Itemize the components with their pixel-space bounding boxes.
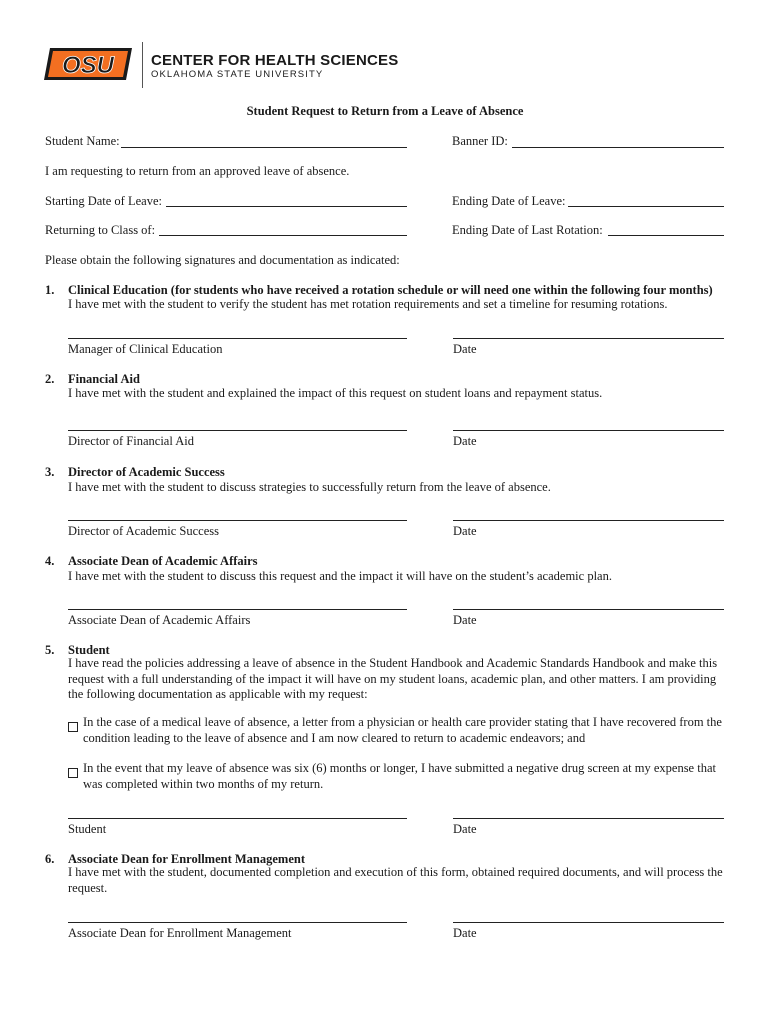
section-number: 5. [45, 643, 55, 657]
signature-line[interactable] [68, 818, 407, 819]
signature-line[interactable] [68, 338, 407, 339]
section-number: 1. [45, 283, 55, 297]
university-name: OKLAHOMA STATE UNIVERSITY [151, 69, 324, 80]
checkbox-item [68, 715, 728, 745]
date-line[interactable] [453, 338, 724, 339]
section-text: I have met with the student to verify the student has met rotation requirements and set a timeline for resuming rotations. [68, 297, 668, 311]
section-heading: Student [68, 643, 110, 657]
section-heading: Director of Academic Success [68, 465, 225, 479]
section-text: I have read the policies addressing a leave of absence in the Student Handbook and Academic Standards Handbook and make this request with a full understanding of the impact it will have on my student loans, academic plan, and other matters. I am providing the following documentation as applicable with my request: [68, 656, 718, 702]
date-label: Date [453, 822, 477, 836]
returning-class-label: Returning to Class of: [45, 223, 156, 237]
osu-logo [44, 44, 132, 84]
checkbox-item [68, 761, 728, 791]
section-text: I have met with the student and explained the impact of this request on student loans and repayment status. [68, 386, 603, 400]
signer-label: Associate Dean for Enrollment Management [68, 926, 292, 940]
section-number: 2. [45, 372, 55, 386]
header-divider [142, 42, 143, 88]
student-name-field[interactable] [121, 147, 407, 148]
form-title: Student Request to Return from a Leave of Absence [246, 104, 524, 118]
section-text: I have met with the student to discuss this request and the impact it will have on the student’s academic plan. [68, 569, 612, 583]
ending-rotation-label: Ending Date of Last Rotation: [452, 223, 603, 237]
ending-rotation-field[interactable] [608, 235, 724, 236]
date-line[interactable] [453, 922, 724, 923]
section-number: 6. [45, 852, 55, 866]
section-heading: Associate Dean of Academic Affairs [68, 554, 258, 568]
section-text: I have met with the student to discuss strategies to successfully return from the leave of absence. [68, 480, 551, 494]
date-label: Date [453, 434, 477, 448]
date-label: Date [453, 342, 477, 356]
org-name: CENTER FOR HEALTH SCIENCES [151, 52, 399, 69]
date-label: Date [453, 926, 477, 940]
starting-date-label: Starting Date of Leave: [45, 194, 162, 208]
date-line[interactable] [453, 430, 724, 431]
checkbox[interactable] [68, 722, 78, 732]
signer-label: Director of Academic Success [68, 524, 219, 538]
signer-label: Associate Dean of Academic Affairs [68, 613, 251, 627]
section-number: 4. [45, 554, 55, 568]
banner-id-label: Banner ID: [452, 134, 508, 148]
signer-label: Manager of Clinical Education [68, 342, 223, 356]
starting-date-field[interactable] [166, 206, 407, 207]
logo-text: OSU [61, 52, 115, 79]
signature-line[interactable] [68, 520, 407, 521]
date-label: Date [453, 613, 477, 627]
date-line[interactable] [453, 818, 724, 819]
signer-label: Student [68, 822, 107, 836]
section-text: I have met with the student, documented completion and execution of this form, obtained required documents, and will process the request. [68, 865, 723, 895]
date-line[interactable] [453, 609, 724, 610]
ending-date-field[interactable] [568, 206, 724, 207]
requesting-statement: I am requesting to return from an approved leave of absence. [45, 164, 350, 178]
section-heading: Financial Aid [68, 372, 140, 386]
signature-line[interactable] [68, 609, 407, 610]
signature-line[interactable] [68, 430, 407, 431]
ending-date-label: Ending Date of Leave: [452, 194, 566, 208]
section-heading: Associate Dean for Enrollment Management [68, 852, 306, 866]
osu-logo-icon [44, 44, 132, 84]
date-label: Date [453, 524, 477, 538]
returning-class-field[interactable] [159, 235, 407, 236]
checkbox-label: In the case of a medical leave of absence, a letter from a physician or health care provider stating that I have recovered from the condition leading to the leave of absence and I am now cleared to return to academic endeavors; and [83, 715, 722, 745]
section-number: 3. [45, 465, 55, 479]
checkbox-label: In the event that my leave of absence was six (6) months or longer, I have submitted a negative drug screen at my expense that was completed within two months of my return. [83, 761, 716, 791]
checkbox[interactable] [68, 768, 78, 778]
student-name-label: Student Name: [45, 134, 120, 148]
signer-label: Director of Financial Aid [68, 434, 195, 448]
banner-id-field[interactable] [512, 147, 724, 148]
section-heading: Clinical Education (for students who have received a rotation schedule or will need one within the following four months) [68, 283, 713, 297]
date-line[interactable] [453, 520, 724, 521]
instructions: Please obtain the following signatures and documentation as indicated: [45, 253, 400, 267]
signature-line[interactable] [68, 922, 407, 923]
